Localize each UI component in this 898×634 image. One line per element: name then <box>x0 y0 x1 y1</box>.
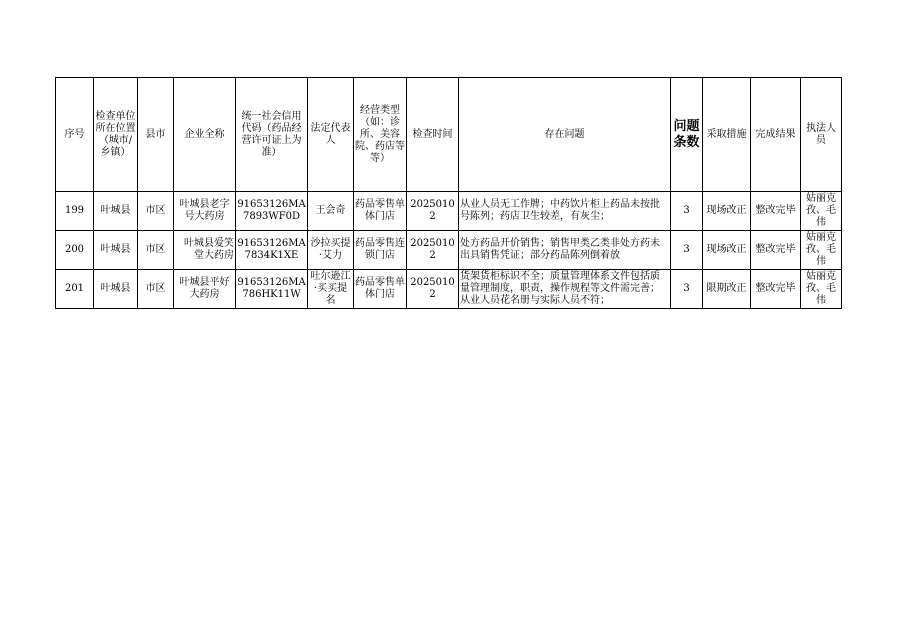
cell-seq: 200 <box>56 231 94 270</box>
header-county: 县市 <box>138 78 174 192</box>
cell-business-type: 药品零售单体门店 <box>354 270 407 309</box>
cell-issues: 货架货柜标识不全；质量管理体系文件包括质量管理制度，职责，操作规程等文件需完善；从业人员花名册与实际人员不符； <box>459 270 671 309</box>
header-legal-rep: 法定代表人 <box>308 78 354 192</box>
cell-county: 市区 <box>138 231 174 270</box>
cell-result: 整改完毕 <box>751 192 801 231</box>
header-measures: 采取措施 <box>703 78 751 192</box>
cell-measures: 现场改正 <box>703 231 751 270</box>
cell-inspection-time: 20250102 <box>407 270 459 309</box>
table-row <box>56 270 842 309</box>
cell-result: 整改完毕 <box>751 270 801 309</box>
inspection-table-sheet <box>55 77 842 309</box>
table-row <box>56 192 842 231</box>
cell-officers: 姑丽克孜、毛伟 <box>801 192 842 231</box>
cell-legal-rep: 沙拉买提·艾力 <box>308 231 354 270</box>
cell-credit-code: 91653126MA7893WF0D <box>236 192 308 231</box>
cell-county: 市区 <box>138 270 174 309</box>
cell-credit-code: 91653126MA786HK11W <box>236 270 308 309</box>
cell-seq: 201 <box>56 270 94 309</box>
cell-company: 叶城县爱笑堂大药房 <box>174 231 236 270</box>
cell-issues: 处方药品开价销售；销售甲类乙类非处方药未出具销售凭证；部分药品陈列倒着放 <box>459 231 671 270</box>
cell-legal-rep: 王会奇 <box>308 192 354 231</box>
cell-officers: 姑丽克孜、毛伟 <box>801 231 842 270</box>
cell-issue-count: 3 <box>671 192 703 231</box>
header-result: 完成结果 <box>751 78 801 192</box>
header-company: 企业全称 <box>174 78 236 192</box>
cell-county: 市区 <box>138 192 174 231</box>
cell-measures: 限期改正 <box>703 270 751 309</box>
cell-legal-rep: 吐尔逊江·买买提名 <box>308 270 354 309</box>
cell-company: 叶城县平好大药房 <box>174 270 236 309</box>
header-seq: 序号 <box>56 78 94 192</box>
inspection-table <box>55 77 842 309</box>
header-issues: 存在问题 <box>459 78 671 192</box>
header-officers: 执法人员 <box>801 78 842 192</box>
table-row <box>56 231 842 270</box>
cell-location: 叶城县 <box>94 192 138 231</box>
header-row <box>56 78 842 192</box>
cell-inspection-time: 20250102 <box>407 192 459 231</box>
cell-location: 叶城县 <box>94 270 138 309</box>
cell-credit-code: 91653126MA7834K1XE <box>236 231 308 270</box>
cell-issue-count: 3 <box>671 270 703 309</box>
cell-issues: 从业人员无工作牌；中药饮片柜上药品未按批号陈列；药店卫生较差，有灰尘； <box>459 192 671 231</box>
cell-location: 叶城县 <box>94 231 138 270</box>
cell-business-type: 药品零售连锁门店 <box>354 231 407 270</box>
cell-measures: 现场改正 <box>703 192 751 231</box>
cell-issue-count: 3 <box>671 231 703 270</box>
cell-company: 叶城县老字号大药房 <box>174 192 236 231</box>
cell-inspection-time: 20250102 <box>407 231 459 270</box>
header-issue-count: 问题条数 <box>671 78 703 192</box>
cell-officers: 姑丽克孜、毛伟 <box>801 270 842 309</box>
header-credit-code: 统一社会信用代码（药品经营许可证上为准） <box>236 78 308 192</box>
header-business-type: 经营类型（如：诊所、美容院、药店等等） <box>354 78 407 192</box>
cell-business-type: 药品零售单体门店 <box>354 192 407 231</box>
header-location: 检查单位所在位置（城市/乡镇） <box>94 78 138 192</box>
cell-seq: 199 <box>56 192 94 231</box>
cell-result: 整改完毕 <box>751 231 801 270</box>
header-inspection-time: 检查时间 <box>407 78 459 192</box>
